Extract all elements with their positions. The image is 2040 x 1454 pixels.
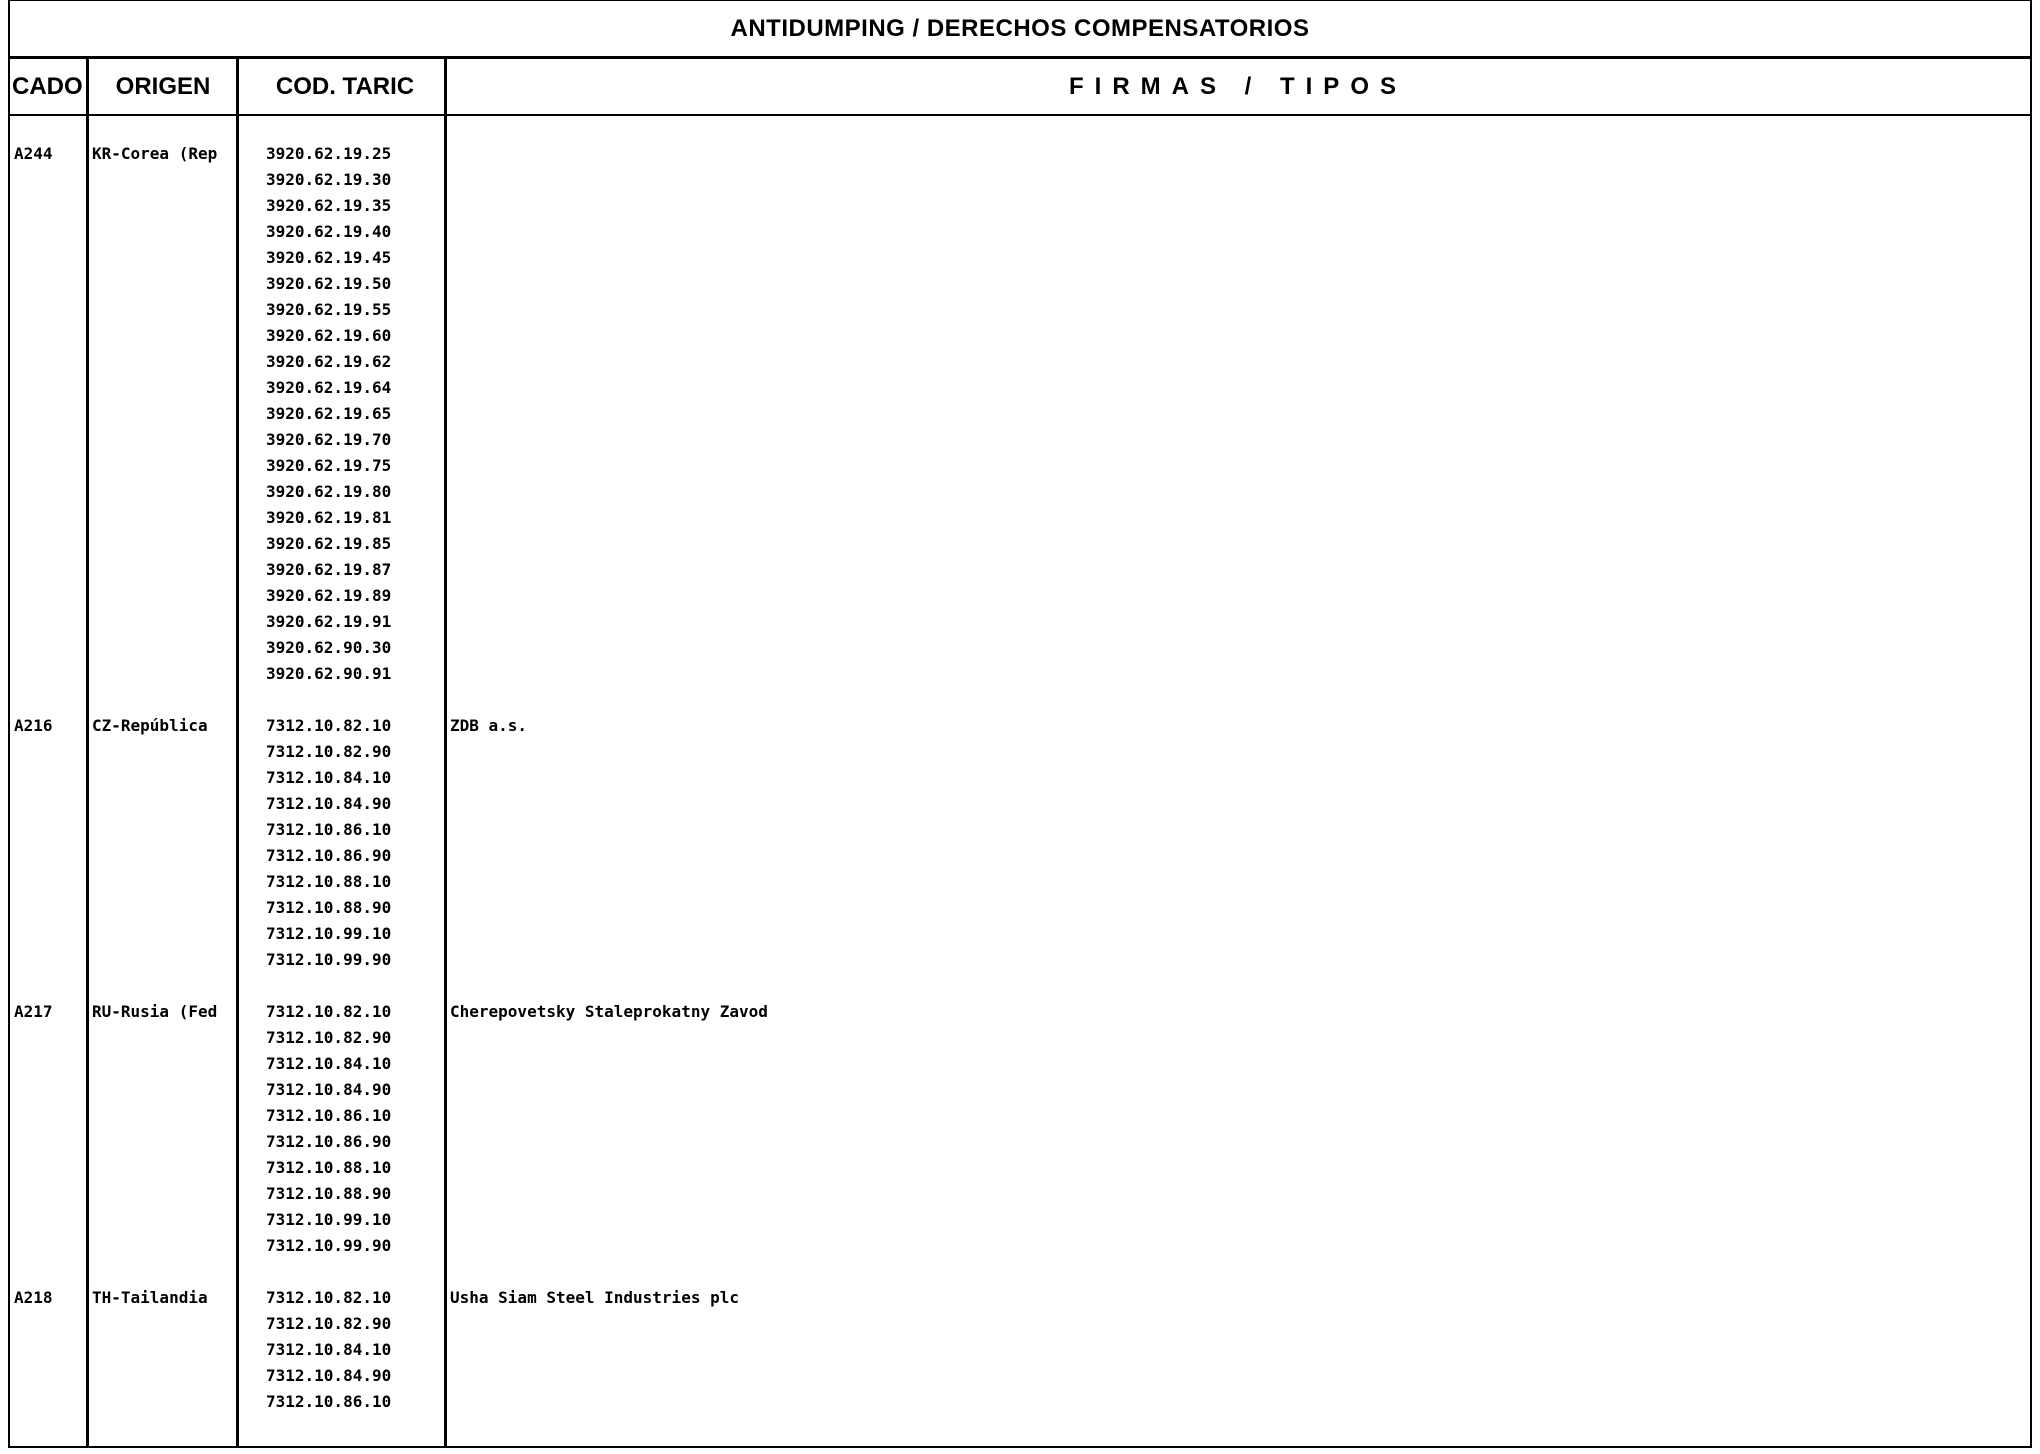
taric-code: 3920.62.19.89 bbox=[266, 586, 392, 605]
taric-code: 7312.10.86.10 bbox=[266, 820, 392, 839]
taric-code: 3920.62.19.30 bbox=[266, 170, 392, 189]
taric-code: 3920.62.19.62 bbox=[266, 352, 392, 371]
taric-code: 7312.10.86.10 bbox=[266, 1106, 392, 1125]
taric-code: 3920.62.19.55 bbox=[266, 300, 392, 319]
taric-code: 3920.62.90.30 bbox=[266, 638, 392, 657]
taric-code: 7312.10.86.90 bbox=[266, 1132, 392, 1151]
header-firmas-tipos: FIRMAS / TIPOS bbox=[1068, 72, 1407, 100]
taric-code: 7312.10.84.10 bbox=[266, 768, 392, 787]
table-title: ANTIDUMPING / DERECHOS COMPENSATORIOS bbox=[10, 1, 2030, 59]
taric-code: 3920.62.19.91 bbox=[266, 612, 392, 631]
cado-code: A244 bbox=[14, 144, 53, 163]
taric-code: 3920.62.19.87 bbox=[266, 560, 392, 579]
origen-country: KR-Corea (Rep bbox=[92, 144, 218, 163]
taric-code: 7312.10.82.10 bbox=[266, 716, 392, 735]
taric-code: 3920.62.19.25 bbox=[266, 144, 392, 163]
taric-code-list bbox=[266, 141, 391, 687]
taric-code: 7312.10.99.10 bbox=[266, 1210, 392, 1229]
taric-code: 7312.10.84.90 bbox=[266, 1366, 392, 1385]
taric-code: 7312.10.99.90 bbox=[266, 950, 392, 969]
taric-code: 7312.10.82.90 bbox=[266, 1028, 392, 1047]
taric-code: 7312.10.88.10 bbox=[266, 872, 392, 891]
taric-code: 3920.62.19.70 bbox=[266, 430, 392, 449]
taric-code-list bbox=[266, 713, 391, 973]
taric-code: 7312.10.86.90 bbox=[266, 846, 392, 865]
header-cod-taric: COD. TARIC bbox=[275, 72, 415, 100]
origen-country: TH-Tailandia bbox=[92, 1288, 208, 1307]
antidumping-table bbox=[8, 0, 2032, 1448]
taric-code: 7312.10.82.90 bbox=[266, 1314, 392, 1333]
header-row bbox=[10, 59, 2030, 116]
taric-code: 3920.62.19.65 bbox=[266, 404, 392, 423]
cado-code: A217 bbox=[14, 1002, 53, 1021]
taric-code: 7312.10.88.90 bbox=[266, 898, 392, 917]
cado-code: A218 bbox=[14, 1288, 53, 1307]
firma-name: Usha Siam Steel Industries plc bbox=[450, 1288, 739, 1307]
column-divider bbox=[86, 59, 89, 1447]
column-divider bbox=[444, 59, 447, 1447]
taric-code: 7312.10.86.10 bbox=[266, 1392, 392, 1411]
taric-code: 7312.10.84.90 bbox=[266, 794, 392, 813]
taric-code: 3920.62.19.50 bbox=[266, 274, 392, 293]
taric-code: 3920.62.19.35 bbox=[266, 196, 392, 215]
taric-code: 3920.62.19.45 bbox=[266, 248, 392, 267]
taric-code-list bbox=[266, 999, 391, 1259]
firma-name: ZDB a.s. bbox=[450, 716, 528, 735]
taric-code: 7312.10.99.10 bbox=[266, 924, 392, 943]
firma-name: Cherepovetsky Staleprokatny Zavod bbox=[450, 1002, 768, 1021]
column-divider bbox=[236, 59, 239, 1447]
taric-code: 7312.10.84.10 bbox=[266, 1340, 392, 1359]
taric-code: 7312.10.88.10 bbox=[266, 1158, 392, 1177]
taric-code: 3920.62.19.85 bbox=[266, 534, 392, 553]
taric-code: 3920.62.19.81 bbox=[266, 508, 392, 527]
header-cado: CADO bbox=[12, 72, 83, 100]
taric-code: 3920.62.19.75 bbox=[266, 456, 392, 475]
header-origen: ORIGEN bbox=[115, 72, 211, 100]
taric-code: 7312.10.88.90 bbox=[266, 1184, 392, 1203]
taric-code: 7312.10.99.90 bbox=[266, 1236, 392, 1255]
taric-code: 3920.62.19.40 bbox=[266, 222, 392, 241]
taric-code: 3920.62.19.60 bbox=[266, 326, 392, 345]
taric-code-list bbox=[266, 1285, 391, 1415]
taric-code: 7312.10.84.10 bbox=[266, 1054, 392, 1073]
origen-country: RU-Rusia (Fed bbox=[92, 1002, 218, 1021]
taric-code: 7312.10.82.10 bbox=[266, 1288, 392, 1307]
taric-code: 3920.62.90.91 bbox=[266, 664, 392, 683]
origen-country: CZ-República bbox=[92, 716, 208, 735]
taric-code: 7312.10.82.10 bbox=[266, 1002, 392, 1021]
taric-code: 7312.10.82.90 bbox=[266, 742, 392, 761]
cado-code: A216 bbox=[14, 716, 53, 735]
taric-code: 3920.62.19.64 bbox=[266, 378, 392, 397]
taric-code: 3920.62.19.80 bbox=[266, 482, 392, 501]
taric-code: 7312.10.84.90 bbox=[266, 1080, 392, 1099]
